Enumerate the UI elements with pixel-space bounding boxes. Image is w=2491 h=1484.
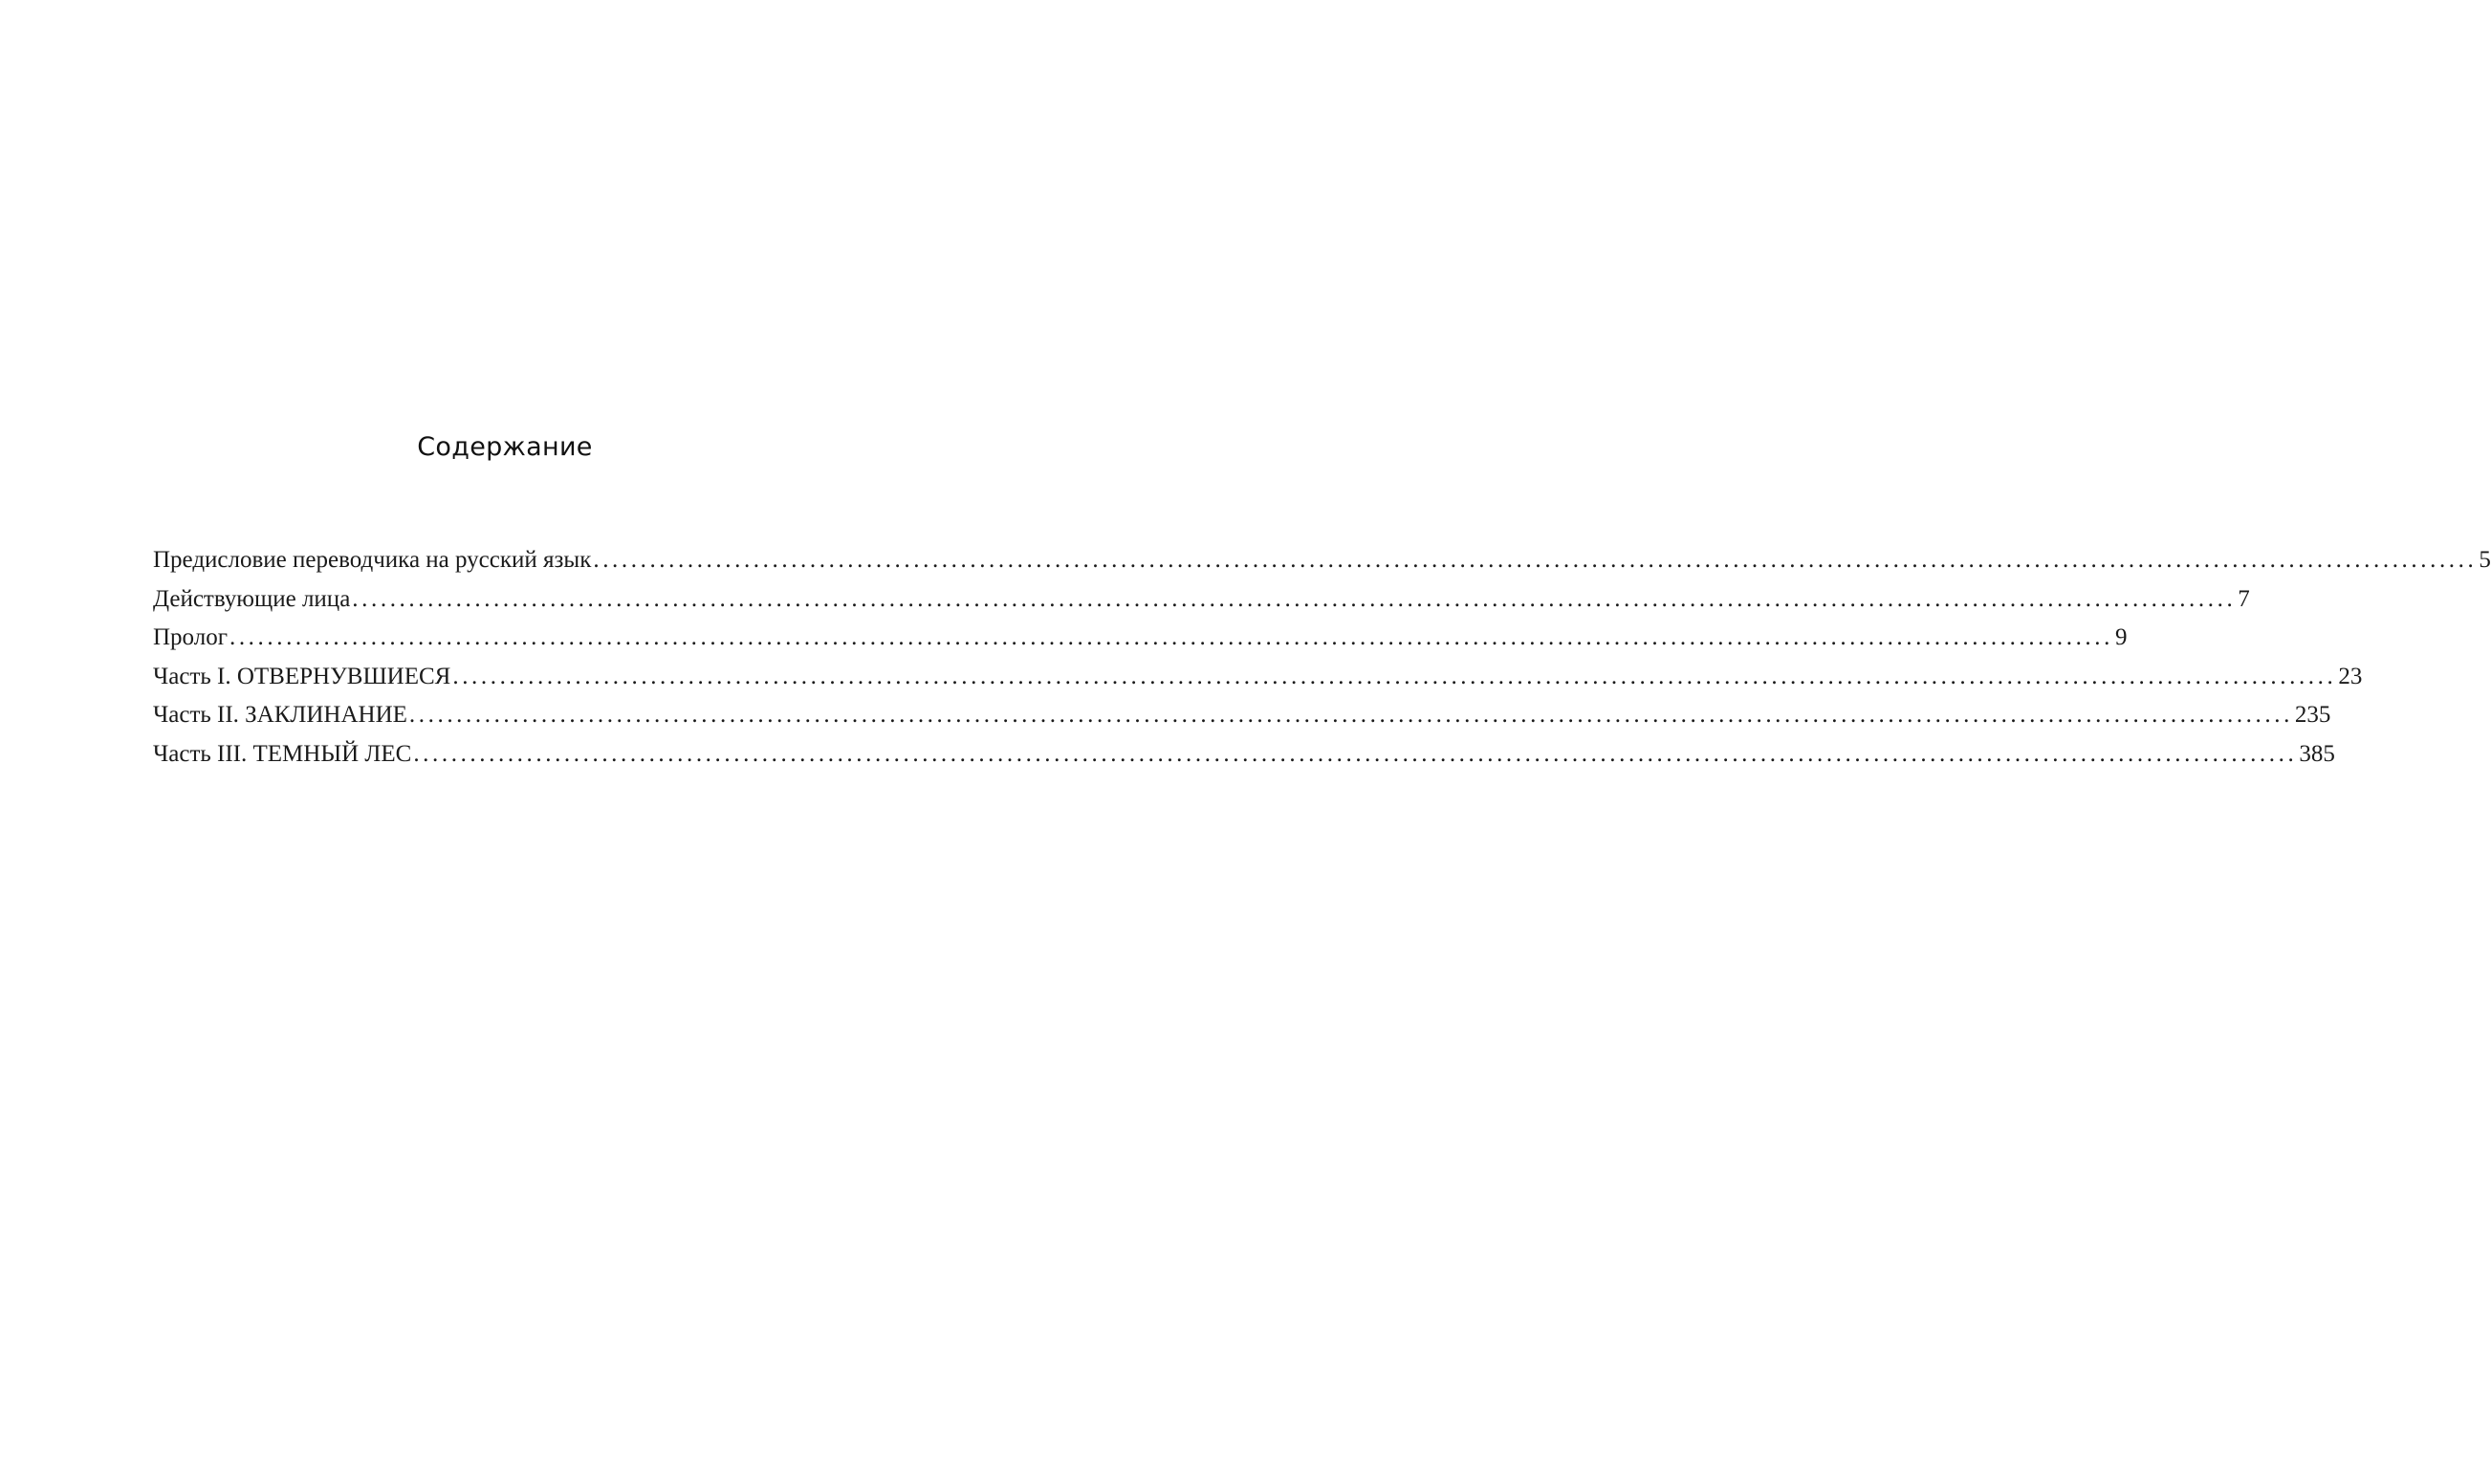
toc-entry-page: 9	[2114, 624, 2128, 650]
toc-entry	[153, 541, 2491, 580]
toc-entry	[153, 619, 2128, 658]
toc-dot-leader: ........................................................................................................................................................................................................	[352, 585, 2237, 612]
toc-entry	[153, 696, 2331, 735]
toc-entry-page: 23	[2338, 663, 2363, 689]
toc-entry	[153, 658, 2363, 697]
toc-dot-leader: ........................................................................................................................................................................................................	[408, 702, 2293, 728]
toc-dot-leader: ........................................................................................................................................................................................................	[229, 624, 2113, 650]
toc-entry-page: 7	[2238, 585, 2250, 612]
toc-entry-label: Часть II. ЗАКЛИНАНИЕ	[153, 702, 407, 728]
toc-dot-leader: ........................................................................................................................................................................................................	[593, 547, 2478, 573]
toc-entry-label: Пролог	[153, 624, 228, 650]
toc-entry-page: 385	[2299, 740, 2335, 767]
toc-entry-label: Действующие лица	[153, 585, 351, 612]
table-of-contents	[153, 541, 2491, 774]
page-title: Содержание	[417, 432, 593, 462]
toc-dot-leader: ........................................................................................................................................................................................................	[452, 663, 2337, 689]
toc-entry-page: 5	[2479, 547, 2491, 573]
toc-entry-page: 235	[2294, 702, 2331, 728]
toc-entry-label: Предисловие переводчика на русский язык	[153, 547, 592, 573]
toc-entry	[153, 735, 2335, 775]
toc-entry-label: Часть I. ОТВЕРНУВШИЕСЯ	[153, 663, 451, 689]
toc-entry	[153, 580, 2250, 620]
toc-dot-leader: ........................................................................................................................................................................................................	[413, 740, 2298, 767]
toc-entry-label: Часть III. ТЕМНЫЙ ЛЕС	[153, 740, 412, 767]
